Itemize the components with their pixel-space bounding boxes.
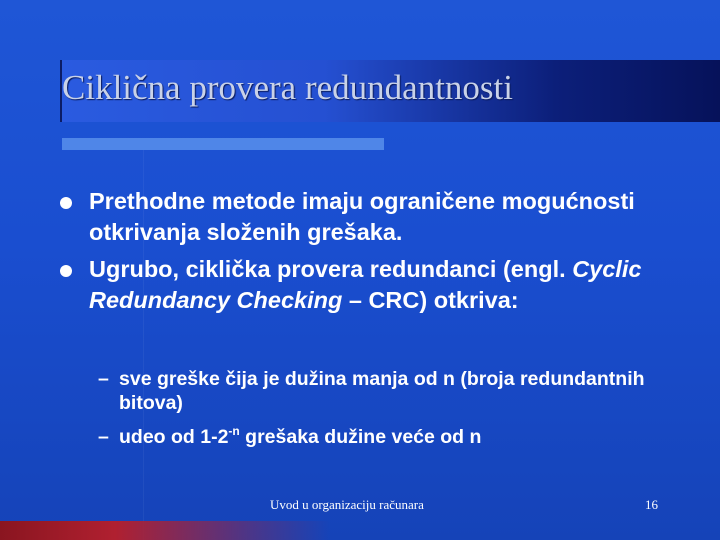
bullet-text: Ugrubo, ciklička provera redundanci (engl. xyxy=(89,256,573,282)
title-underline xyxy=(62,138,384,150)
bullet-item-1 xyxy=(60,186,700,248)
bullet-italic-term: Cyclic Redundancy Checking xyxy=(89,256,642,313)
sub-list xyxy=(98,367,658,459)
sub-item-superscript: -n xyxy=(228,424,240,438)
sub-item-text-tail: grešaka dužine veće od n xyxy=(239,426,482,448)
page-number: 16 xyxy=(645,497,658,512)
sub-item-text: sve greške čija je dužina manja od n (broja redundantnih bitova) xyxy=(119,368,645,414)
bottom-accent-bar xyxy=(0,521,330,540)
slide-title: Ciklična provera redundantnosti xyxy=(62,68,513,107)
bullet-dot-icon xyxy=(60,197,72,209)
footer-text: Uvod u organizaciju računara xyxy=(270,497,424,512)
sub-item-2 xyxy=(98,425,658,449)
bullet-text: Prethodne metode imaju ograničene mogućnosti otkrivanja složenih grešaka. xyxy=(89,188,635,245)
bullet-list xyxy=(60,186,700,322)
sub-item-text: udeo od 1-2 xyxy=(119,426,229,448)
dash-marker: – xyxy=(98,426,109,448)
bullet-dot-icon xyxy=(60,265,72,277)
sub-item-1 xyxy=(98,367,658,415)
bullet-text-tail: – CRC) otkriva: xyxy=(342,287,519,313)
bullet-item-2 xyxy=(60,254,700,316)
dash-marker: – xyxy=(98,368,109,390)
